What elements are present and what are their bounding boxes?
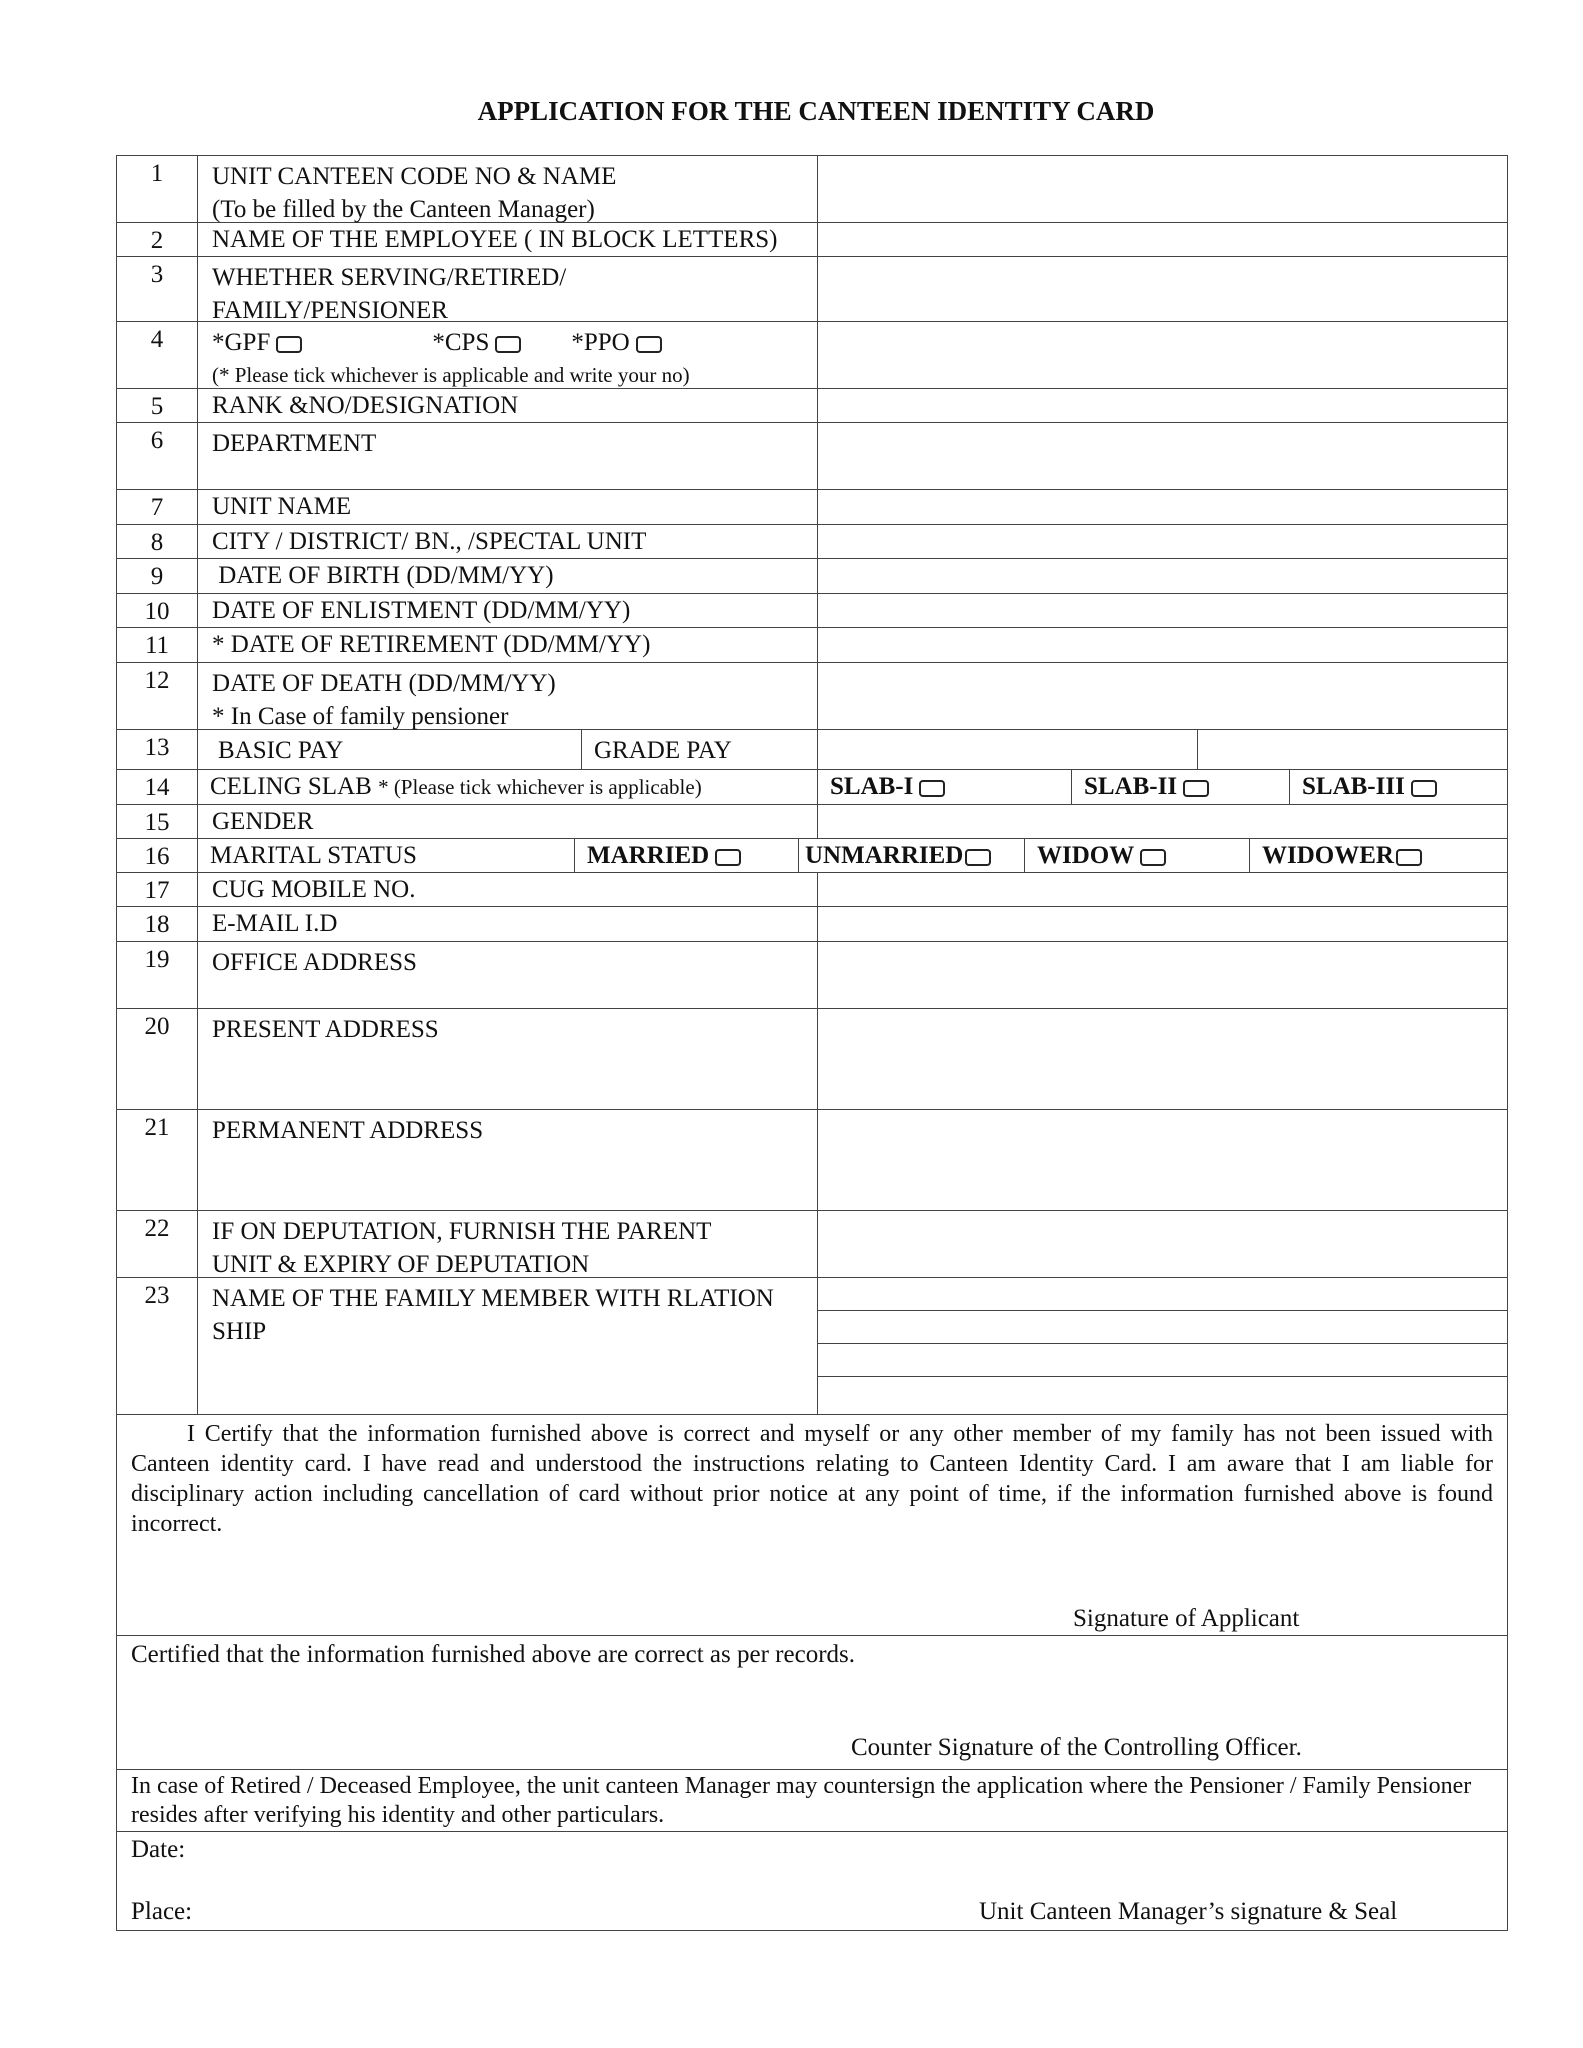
enlistment-date-field[interactable]	[818, 594, 1507, 627]
ppo-checkbox[interactable]	[636, 336, 662, 353]
application-form	[116, 155, 1508, 1931]
rank-field[interactable]	[818, 389, 1507, 422]
label-line: CELING SLAB	[210, 773, 372, 800]
basic-pay-field[interactable]	[818, 730, 1198, 769]
row-number: 1	[117, 156, 198, 222]
date-label: Date:	[131, 1836, 186, 1863]
deputation-field[interactable]	[818, 1211, 1507, 1277]
widow-option[interactable]	[1025, 839, 1250, 872]
row-number: 12	[117, 663, 198, 729]
row-number: 5	[117, 389, 198, 422]
label-line: UNIT CANTEEN CODE NO & NAME	[212, 163, 617, 190]
row-number: 23	[117, 1278, 198, 1414]
row-6	[117, 423, 1507, 490]
gpf-label: *GPF	[212, 329, 271, 356]
row-10	[117, 594, 1507, 628]
row-label: NAME OF THE EMPLOYEE ( IN BLOCK LETTERS)	[198, 223, 818, 256]
slab-1-option[interactable]	[818, 770, 1072, 804]
married-checkbox[interactable]	[715, 849, 741, 866]
controlling-officer-signature-label: Counter Signature of the Controlling Officer.	[851, 1734, 1302, 1761]
row-15	[117, 805, 1507, 839]
widow-checkbox[interactable]	[1140, 849, 1166, 866]
row-22	[117, 1211, 1507, 1278]
option-label: SLAB-I	[830, 773, 914, 800]
row-number: 17	[117, 873, 198, 906]
option-label: WIDOWER	[1262, 842, 1394, 869]
row-label: OFFICE ADDRESS	[198, 942, 818, 1008]
row-label: E-MAIL I.D	[198, 907, 818, 941]
slab-2-option[interactable]	[1072, 770, 1290, 804]
row-14	[117, 770, 1507, 805]
row-number: 14	[117, 770, 198, 804]
row-number: 21	[117, 1110, 198, 1210]
gender-field[interactable]	[818, 805, 1507, 838]
label-line: SHIP	[212, 1318, 267, 1345]
page-title: APPLICATION FOR THE CANTEEN IDENTITY CARD	[477, 96, 1155, 126]
row-8	[117, 525, 1507, 559]
row-label: GENDER	[198, 805, 818, 838]
option-label: SLAB-III	[1302, 773, 1405, 800]
retired-note-row	[117, 1770, 1507, 1832]
cps-checkbox[interactable]	[495, 336, 521, 353]
row-16	[117, 839, 1507, 873]
row-label: * DATE OF RETIREMENT (DD/MM/YY)	[198, 628, 818, 662]
officer-certification	[117, 1636, 1507, 1770]
account-number-field[interactable]	[818, 322, 1507, 388]
row-label: PERMANENT ADDRESS	[198, 1110, 818, 1210]
option-label: SLAB-II	[1084, 773, 1178, 800]
city-field[interactable]	[818, 525, 1507, 558]
row-label: CUG MOBILE NO.	[198, 873, 818, 906]
unmarried-option[interactable]	[799, 839, 1025, 872]
label-line: UNIT & EXPIRY OF DEPUTATION	[212, 1251, 590, 1278]
row-label: PRESENT ADDRESS	[198, 1009, 818, 1109]
label-line: (To be filled by the Canteen Manager)	[212, 196, 595, 223]
row-2	[117, 223, 1507, 257]
row-label	[198, 1278, 818, 1414]
row-18	[117, 907, 1507, 942]
applicant-signature-label: Signature of Applicant	[1073, 1605, 1300, 1632]
row-number: 22	[117, 1211, 198, 1277]
retired-note: In case of Retired / Deceased Employee, the unit canteen Manager may countersign the application where the Pensioner / Family Pensioner resides after verifying his identity and other particulars.	[131, 1773, 1472, 1828]
row-label	[198, 257, 818, 324]
row-number: 7	[117, 490, 198, 524]
unmarried-checkbox[interactable]	[965, 849, 991, 866]
family-member-line[interactable]	[818, 1278, 1507, 1311]
row-number: 11	[117, 628, 198, 662]
row-number: 15	[117, 805, 198, 838]
family-members-field	[818, 1278, 1507, 1414]
row-label: DEPARTMENT	[198, 423, 818, 489]
employee-name-field[interactable]	[818, 223, 1507, 256]
option-label: MARRIED	[587, 842, 710, 869]
option-label: UNMARRIED	[805, 842, 964, 869]
row-number: 10	[117, 594, 198, 627]
tick-note: (* Please tick whichever is applicable and write your no)	[212, 363, 690, 387]
label-line: * In Case of family pensioner	[212, 703, 509, 730]
row-label	[198, 1211, 818, 1277]
row-11	[117, 628, 1507, 663]
row-17	[117, 873, 1507, 907]
service-status-field[interactable]	[818, 257, 1507, 321]
row-number: 13	[117, 730, 198, 769]
row-23	[117, 1278, 1507, 1415]
row-label: CITY / DISTRICT/ BN., /SPECTAL UNIT	[198, 525, 818, 558]
death-date-field[interactable]	[818, 663, 1507, 729]
row-19	[117, 942, 1507, 1009]
row-label: RANK &NO/DESIGNATION	[198, 389, 818, 422]
family-member-line[interactable]	[818, 1311, 1507, 1344]
widower-checkbox[interactable]	[1396, 849, 1422, 866]
row-number: 20	[117, 1009, 198, 1109]
row-label: DATE OF BIRTH (DD/MM/YY)	[198, 559, 818, 593]
email-field[interactable]	[818, 907, 1507, 941]
row-label	[198, 156, 818, 222]
retirement-date-field[interactable]	[818, 628, 1507, 662]
row-label	[198, 770, 818, 804]
row-number: 2	[117, 223, 198, 256]
row-label	[198, 663, 818, 729]
slab-1-checkbox[interactable]	[919, 780, 945, 797]
basic-pay-label: BASIC PAY	[198, 730, 582, 769]
label-line: DATE OF DEATH (DD/MM/YY)	[212, 670, 556, 697]
label-line: FAMILY/PENSIONER	[212, 297, 448, 324]
row-4	[117, 322, 1507, 389]
row-number: 19	[117, 942, 198, 1008]
ppo-label: *PPO	[571, 329, 630, 356]
label-line: NAME OF THE FAMILY MEMBER WITH RLATION	[212, 1285, 774, 1312]
row-number: 4	[117, 322, 198, 388]
permanent-address-field[interactable]	[818, 1110, 1507, 1210]
row-label: UNIT NAME	[198, 490, 818, 524]
tick-note: * (Please tick whichever is applicable)	[378, 775, 702, 799]
department-field[interactable]	[818, 423, 1507, 489]
row-number: 6	[117, 423, 198, 489]
manager-signature-label: Unit Canteen Manager’s signature & Seal	[979, 1898, 1398, 1925]
slab-3-checkbox[interactable]	[1411, 780, 1437, 797]
row-21	[117, 1110, 1507, 1211]
canteen-code-field[interactable]	[818, 156, 1507, 222]
row-number: 8	[117, 525, 198, 558]
grade-pay-field[interactable]	[1198, 730, 1507, 769]
label-line: WHETHER SERVING/RETIRED/	[212, 264, 567, 291]
applicant-certification	[117, 1415, 1507, 1636]
family-member-line[interactable]	[818, 1377, 1507, 1410]
date-place-row	[117, 1832, 1507, 1931]
row-12	[117, 663, 1507, 730]
row-20	[117, 1009, 1507, 1110]
row-number: 9	[117, 559, 198, 593]
certification-text: I Certify that the information furnished above is correct and myself or any other member of my family has not been issued with Canteen identity card. I have read and understood the instructions relating to Canteen Identity Card. I am aware that I am liable for disciplinary action including cancellation of card without prior notice at any point of time, if the information furnished above is found incorrect.	[131, 1421, 1493, 1537]
slab-2-checkbox[interactable]	[1183, 780, 1209, 797]
present-address-field[interactable]	[818, 1009, 1507, 1109]
row-9	[117, 559, 1507, 594]
row-3	[117, 257, 1507, 322]
row-number: 3	[117, 257, 198, 321]
row-label: MARITAL STATUS	[198, 839, 575, 872]
unit-name-field[interactable]	[818, 490, 1507, 524]
row-number: 16	[117, 839, 198, 872]
certified-text: Certified that the information furnished above are correct as per records.	[131, 1641, 855, 1668]
gpf-checkbox[interactable]	[276, 336, 302, 353]
row-1	[117, 156, 1507, 223]
dob-field[interactable]	[818, 559, 1507, 593]
slab-3-option[interactable]	[1290, 770, 1507, 804]
family-member-line[interactable]	[818, 1344, 1507, 1377]
widower-option[interactable]	[1250, 839, 1507, 872]
mobile-field[interactable]	[818, 873, 1507, 906]
row-label	[198, 322, 818, 388]
row-7	[117, 490, 1507, 525]
row-5	[117, 389, 1507, 423]
row-label: DATE OF ENLISTMENT (DD/MM/YY)	[198, 594, 818, 627]
married-option[interactable]	[575, 839, 799, 872]
place-label: Place:	[131, 1898, 193, 1925]
office-address-field[interactable]	[818, 942, 1507, 1008]
grade-pay-label: GRADE PAY	[582, 730, 818, 769]
row-13	[117, 730, 1507, 770]
cps-label: *CPS	[432, 329, 490, 356]
row-number: 18	[117, 907, 198, 941]
option-label: WIDOW	[1037, 842, 1135, 869]
label-line: IF ON DEPUTATION, FURNISH THE PARENT	[212, 1218, 712, 1245]
